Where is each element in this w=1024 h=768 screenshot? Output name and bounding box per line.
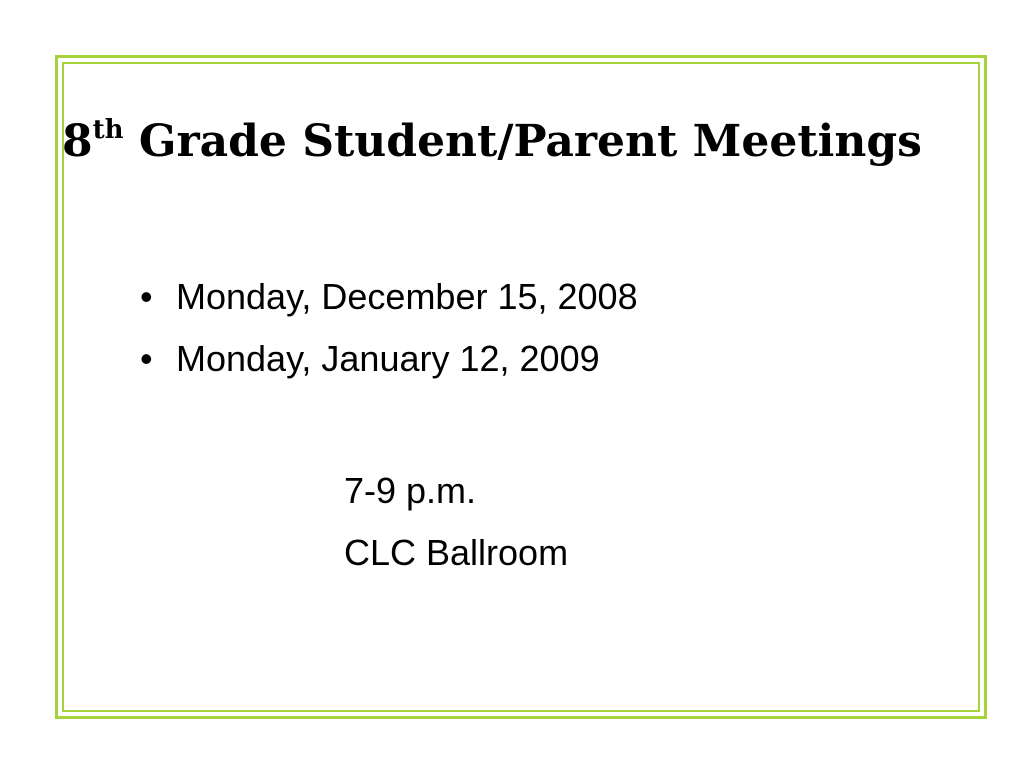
- list-item: [140, 276, 638, 338]
- meeting-time: 7-9 p.m.: [344, 470, 477, 511]
- meeting-details: [344, 470, 568, 594]
- meeting-date: Monday, December 15, 2008: [176, 276, 638, 317]
- title-number: 8: [62, 116, 93, 167]
- title-text: Grade Student/Parent Meetings: [123, 116, 922, 167]
- bullet-icon: •: [140, 338, 153, 379]
- meeting-location: CLC Ballroom: [344, 532, 569, 573]
- slide-title: [62, 115, 980, 167]
- bullet-icon: •: [140, 276, 153, 317]
- meeting-dates-list: [140, 276, 638, 400]
- meeting-date: Monday, January 12, 2009: [176, 338, 600, 379]
- list-item: [140, 338, 638, 400]
- title-superscript: th: [92, 115, 124, 145]
